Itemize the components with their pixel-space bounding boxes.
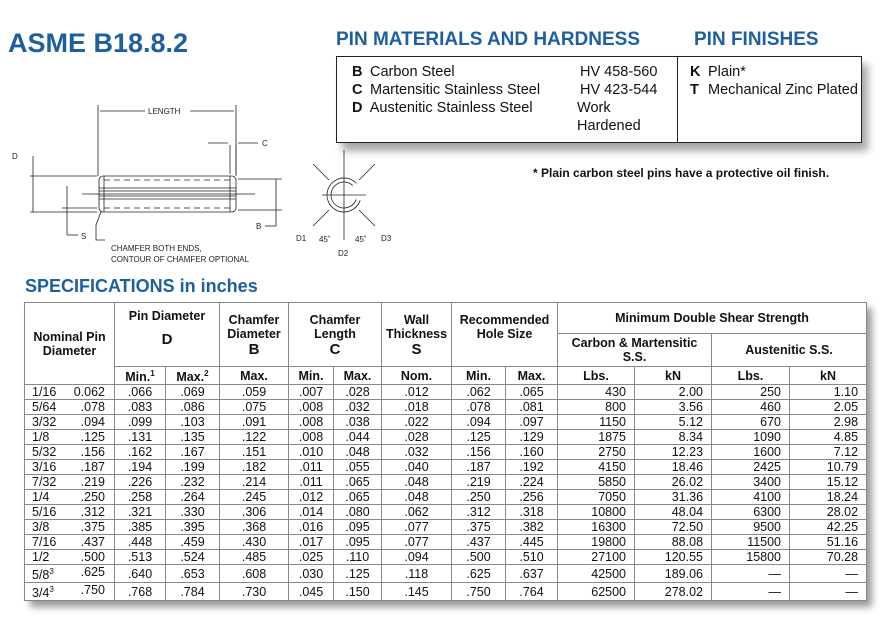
- table-cell: 9500: [712, 520, 790, 535]
- table-cell: .730: [220, 583, 289, 601]
- nominal-cell: [25, 415, 115, 430]
- header-kn: kN: [635, 367, 712, 385]
- header-label: Min.: [125, 370, 151, 385]
- table-cell: .069: [166, 385, 220, 400]
- table-cell: .062: [452, 385, 506, 400]
- header-lbs: Lbs.: [712, 367, 790, 385]
- finish-name: Mechanical Zinc Plated: [708, 82, 858, 98]
- table-cell: 12.23: [635, 445, 712, 460]
- nominal-cell: [25, 430, 115, 445]
- table-cell: 16300: [558, 520, 635, 535]
- header-min: Min.: [452, 367, 506, 385]
- nominal-decimal: .500: [80, 550, 105, 565]
- table-cell: 6300: [712, 505, 790, 520]
- table-cell: 1150: [558, 415, 635, 430]
- nominal-fraction: 3/16: [32, 460, 57, 475]
- table-cell: .048: [334, 445, 382, 460]
- header-min: [115, 367, 166, 385]
- header-austenitic: Austenitic S.S.: [712, 334, 867, 367]
- nominal-cell: [25, 583, 115, 601]
- nominal-fraction: 3/32: [32, 415, 57, 430]
- table-cell: 48.04: [635, 505, 712, 520]
- table-row: [25, 415, 867, 430]
- table-cell: 5.12: [635, 415, 712, 430]
- table-cell: .637: [506, 565, 558, 583]
- table-cell: .030: [289, 565, 334, 583]
- table-cell: 670: [712, 415, 790, 430]
- table-cell: 460: [712, 400, 790, 415]
- finish-code: K: [690, 64, 701, 80]
- table-cell: 15800: [712, 550, 790, 565]
- header-nominal: Nominal Pin Diameter: [25, 303, 115, 385]
- table-row: [25, 445, 867, 460]
- header-max: Max.: [506, 367, 558, 385]
- table-row: [25, 400, 867, 415]
- table-cell: 5850: [558, 475, 635, 490]
- nominal-cell: [25, 385, 115, 400]
- header-label: Max.: [176, 370, 205, 385]
- finish-item: [690, 81, 858, 99]
- table-cell: .028: [382, 430, 452, 445]
- table-cell: 19800: [558, 535, 635, 550]
- table-cell: .437: [452, 535, 506, 550]
- table-cell: .625: [452, 565, 506, 583]
- finish-note: * Plain carbon steel pins have a protective oil finish.: [533, 166, 830, 180]
- table-cell: .375: [452, 520, 506, 535]
- table-cell: .784: [166, 583, 220, 601]
- table-cell: .011: [289, 475, 334, 490]
- table-cell: .653: [166, 565, 220, 583]
- table-cell: 42.25: [790, 520, 867, 535]
- table-cell: .318: [506, 505, 558, 520]
- nominal-cell: [25, 475, 115, 490]
- nominal-decimal: .156: [80, 445, 105, 460]
- footnote-ref: 1: [150, 369, 155, 378]
- table-row: [25, 550, 867, 565]
- table-cell: .099: [115, 415, 166, 430]
- nominal-cell: [25, 535, 115, 550]
- table-row: [25, 565, 867, 583]
- nominal-fraction: 1/2: [32, 550, 50, 565]
- table-cell: .750: [452, 583, 506, 601]
- table-cell: 800: [558, 400, 635, 415]
- table-cell: .395: [166, 520, 220, 535]
- table-cell: .032: [382, 445, 452, 460]
- table-cell: .008: [289, 400, 334, 415]
- angle-label: 45˚: [319, 235, 331, 244]
- table-cell: 72.50: [635, 520, 712, 535]
- nominal-fraction: 5/8: [32, 568, 50, 583]
- nominal-decimal: .750: [80, 583, 105, 598]
- table-cell: .306: [220, 505, 289, 520]
- chamfer-note-1: CHAMFER BOTH ENDS,: [111, 244, 202, 253]
- d1-label: D1: [296, 234, 307, 243]
- header-chamfer-diameter: [220, 303, 289, 367]
- table-cell: 88.08: [635, 535, 712, 550]
- header-label: Wall Thickness: [385, 312, 448, 341]
- table-cell: .256: [506, 490, 558, 505]
- chamfer-note-2: CONTOUR OF CHAMFER OPTIONAL: [111, 255, 250, 264]
- table-cell: 189.06: [635, 565, 712, 583]
- table-cell: .258: [115, 490, 166, 505]
- table-cell: .187: [452, 460, 506, 475]
- table-cell: 1875: [558, 430, 635, 445]
- table-cell: .214: [220, 475, 289, 490]
- table-cell: .382: [506, 520, 558, 535]
- table-cell: .135: [166, 430, 220, 445]
- table-cell: .167: [166, 445, 220, 460]
- table-cell: .065: [334, 490, 382, 505]
- material-code: B: [352, 64, 363, 80]
- table-cell: .097: [506, 415, 558, 430]
- table-cell: .145: [382, 583, 452, 601]
- nominal-fraction: 1/4: [32, 490, 50, 505]
- table-cell: .091: [220, 415, 289, 430]
- nominal-cell: [25, 505, 115, 520]
- material-name: Carbon Steel: [370, 64, 455, 80]
- nominal-decimal: .125: [80, 430, 105, 445]
- table-cell: .012: [382, 385, 452, 400]
- table-cell: 1090: [712, 430, 790, 445]
- length-label: LENGTH: [148, 107, 181, 116]
- nominal-cell: [25, 400, 115, 415]
- table-cell: 18.46: [635, 460, 712, 475]
- header-chamfer-length: [289, 303, 382, 367]
- table-cell: 15.12: [790, 475, 867, 490]
- material-name: Austenitic Stainless Steel: [369, 100, 533, 116]
- table-cell: .125: [452, 430, 506, 445]
- material-hardness: HV 458-560: [580, 64, 658, 80]
- table-cell: 4150: [558, 460, 635, 475]
- header-min: Min.: [289, 367, 334, 385]
- table-cell: .199: [166, 460, 220, 475]
- nominal-decimal: .078: [80, 400, 105, 415]
- header-symbol: S: [411, 340, 422, 358]
- table-cell: .086: [166, 400, 220, 415]
- table-cell: .764: [506, 583, 558, 601]
- table-cell: 4100: [712, 490, 790, 505]
- header-wall-thickness: [382, 303, 452, 367]
- table-cell: .095: [334, 535, 382, 550]
- table-cell: 7.12: [790, 445, 867, 460]
- material-code: D: [352, 100, 363, 116]
- header-max: Max.: [334, 367, 382, 385]
- table-cell: 3400: [712, 475, 790, 490]
- table-cell: .524: [166, 550, 220, 565]
- c-label: C: [262, 139, 268, 148]
- table-cell: .022: [382, 415, 452, 430]
- footnote-ref: 3: [49, 585, 54, 595]
- table-cell: .385: [115, 520, 166, 535]
- header-max: Max.: [220, 367, 289, 385]
- finish-name: Plain*: [708, 64, 746, 80]
- table-cell: .017: [289, 535, 334, 550]
- table-cell: .083: [115, 400, 166, 415]
- table-cell: .065: [506, 385, 558, 400]
- table-row: [25, 460, 867, 475]
- table-cell: .040: [382, 460, 452, 475]
- table-cell: .055: [334, 460, 382, 475]
- table-row: [25, 475, 867, 490]
- table-cell: .025: [289, 550, 334, 565]
- table-cell: 278.02: [635, 583, 712, 601]
- header-label: Chamfer Diameter: [227, 312, 281, 341]
- table-cell: .768: [115, 583, 166, 601]
- finishes-list: [678, 57, 858, 142]
- table-cell: .226: [115, 475, 166, 490]
- table-cell: —: [790, 565, 867, 583]
- specifications-title: SPECIFICATIONS in inches: [25, 276, 258, 296]
- table-cell: .250: [452, 490, 506, 505]
- material-item: [352, 63, 677, 81]
- table-cell: .224: [506, 475, 558, 490]
- nominal-cell: [25, 445, 115, 460]
- nominal-fraction: 3/4: [32, 586, 50, 601]
- header-nom: Nom.: [382, 367, 452, 385]
- footnote-ref: 3: [49, 567, 54, 577]
- table-cell: .044: [334, 430, 382, 445]
- finish-code: T: [690, 82, 699, 98]
- table-cell: 2425: [712, 460, 790, 475]
- table-cell: .062: [382, 505, 452, 520]
- table-row: [25, 490, 867, 505]
- table-cell: .081: [506, 400, 558, 415]
- table-cell: .445: [506, 535, 558, 550]
- nominal-decimal: 0.062: [73, 385, 105, 400]
- table-cell: .011: [289, 460, 334, 475]
- table-cell: .007: [289, 385, 334, 400]
- table-cell: .110: [334, 550, 382, 565]
- header-hole-size: Recommended Hole Size: [452, 303, 558, 367]
- footnote-ref: 2: [204, 369, 209, 378]
- table-cell: .156: [452, 445, 506, 460]
- table-cell: .485: [220, 550, 289, 565]
- table-cell: —: [712, 565, 790, 583]
- table-cell: 1600: [712, 445, 790, 460]
- finish-item: [690, 63, 858, 81]
- nominal-fraction: 5/64: [32, 400, 57, 415]
- table-cell: 42500: [558, 565, 635, 583]
- table-row: [25, 520, 867, 535]
- table-cell: 70.28: [790, 550, 867, 565]
- nominal-fraction: 1/8: [32, 430, 50, 445]
- table-cell: .014: [289, 505, 334, 520]
- table-cell: 8.34: [635, 430, 712, 445]
- b-label: B: [256, 222, 262, 231]
- table-cell: .048: [382, 475, 452, 490]
- table-cell: .078: [452, 400, 506, 415]
- header-shear-strength: Minimum Double Shear Strength: [558, 303, 867, 334]
- header-lbs: Lbs.: [558, 367, 635, 385]
- nominal-fraction: 7/32: [32, 475, 57, 490]
- table-cell: .162: [115, 445, 166, 460]
- table-cell: 2.05: [790, 400, 867, 415]
- table-cell: 120.55: [635, 550, 712, 565]
- table-cell: 11500: [712, 535, 790, 550]
- material-hardness: Work Hardened: [577, 100, 641, 134]
- table-cell: 18.24: [790, 490, 867, 505]
- nominal-cell: [25, 460, 115, 475]
- specifications-table-wrap: [24, 302, 866, 601]
- nominal-fraction: 7/16: [32, 535, 57, 550]
- table-cell: .094: [382, 550, 452, 565]
- table-cell: 250: [712, 385, 790, 400]
- materials-title: PIN MATERIALS AND HARDNESS: [336, 29, 641, 50]
- table-cell: .513: [115, 550, 166, 565]
- table-row: [25, 385, 867, 400]
- d3-label: D3: [381, 234, 392, 243]
- table-cell: 1.10: [790, 385, 867, 400]
- table-cell: .608: [220, 565, 289, 583]
- table-cell: .008: [289, 415, 334, 430]
- nominal-fraction: 1/16: [32, 385, 57, 400]
- d2-label: D2: [338, 249, 349, 258]
- table-cell: .151: [220, 445, 289, 460]
- nominal-decimal: .375: [80, 520, 105, 535]
- table-cell: .500: [452, 550, 506, 565]
- table-cell: 2.98: [790, 415, 867, 430]
- table-cell: 3.56: [635, 400, 712, 415]
- table-cell: .448: [115, 535, 166, 550]
- header-symbol: B: [248, 340, 260, 358]
- table-cell: .008: [289, 430, 334, 445]
- nominal-decimal: .187: [80, 460, 105, 475]
- table-cell: 27100: [558, 550, 635, 565]
- table-cell: .080: [334, 505, 382, 520]
- table-cell: .192: [506, 460, 558, 475]
- material-code: C: [352, 82, 363, 98]
- table-cell: 62500: [558, 583, 635, 601]
- table-cell: .077: [382, 520, 452, 535]
- material-hardness: HV 423-544: [580, 82, 658, 98]
- table-cell: .059: [220, 385, 289, 400]
- table-cell: .245: [220, 490, 289, 505]
- specifications-table: [24, 302, 867, 601]
- finishes-title: PIN FINISHES: [694, 29, 819, 50]
- table-cell: .122: [220, 430, 289, 445]
- table-cell: .010: [289, 445, 334, 460]
- table-cell: .045: [289, 583, 334, 601]
- table-cell: .048: [382, 490, 452, 505]
- table-cell: 4.85: [790, 430, 867, 445]
- table-cell: .330: [166, 505, 220, 520]
- table-cell: .103: [166, 415, 220, 430]
- table-row: [25, 583, 867, 601]
- table-cell: .032: [334, 400, 382, 415]
- angle-label: 45˚: [355, 235, 367, 244]
- table-cell: .219: [452, 475, 506, 490]
- table-cell: 28.02: [790, 505, 867, 520]
- nominal-fraction: 5/16: [32, 505, 57, 520]
- table-cell: —: [790, 583, 867, 601]
- table-row: [25, 430, 867, 445]
- table-cell: .459: [166, 535, 220, 550]
- nominal-cell: [25, 520, 115, 535]
- nominal-cell: [25, 565, 115, 583]
- table-cell: .430: [220, 535, 289, 550]
- table-cell: .368: [220, 520, 289, 535]
- nominal-decimal: .219: [80, 475, 105, 490]
- table-cell: .118: [382, 565, 452, 583]
- table-cell: .640: [115, 565, 166, 583]
- table-cell: 51.16: [790, 535, 867, 550]
- header-kn: kN: [790, 367, 867, 385]
- table-cell: 430: [558, 385, 635, 400]
- table-cell: .232: [166, 475, 220, 490]
- nominal-decimal: .312: [80, 505, 105, 520]
- table-row: [25, 505, 867, 520]
- header-label: Chamfer Length: [309, 312, 361, 341]
- table-cell: .150: [334, 583, 382, 601]
- table-cell: .028: [334, 385, 382, 400]
- header-symbol: D: [161, 331, 173, 348]
- page-title: ASME B18.8.2: [8, 28, 189, 58]
- table-cell: .038: [334, 415, 382, 430]
- table-cell: .131: [115, 430, 166, 445]
- table-cell: .125: [334, 565, 382, 583]
- header-pin-diameter-label: Pin Diameter: [128, 309, 206, 323]
- table-cell: .075: [220, 400, 289, 415]
- nominal-fraction: 3/8: [32, 520, 50, 535]
- table-cell: .510: [506, 550, 558, 565]
- nominal-decimal: .094: [80, 415, 105, 430]
- table-cell: .095: [334, 520, 382, 535]
- header-symbol: C: [329, 340, 341, 358]
- table-cell: .016: [289, 520, 334, 535]
- material-name: Martensitic Stainless Steel: [370, 82, 541, 98]
- table-cell: 31.36: [635, 490, 712, 505]
- table-cell: .182: [220, 460, 289, 475]
- table-cell: 26.02: [635, 475, 712, 490]
- table-cell: .077: [382, 535, 452, 550]
- table-cell: 2750: [558, 445, 635, 460]
- header-pin-diameter: [115, 303, 220, 367]
- table-cell: .129: [506, 430, 558, 445]
- nominal-cell: [25, 490, 115, 505]
- table-cell: .066: [115, 385, 166, 400]
- table-cell: .012: [289, 490, 334, 505]
- table-cell: 10800: [558, 505, 635, 520]
- table-cell: .065: [334, 475, 382, 490]
- table-cell: .160: [506, 445, 558, 460]
- pin-drawing: [30, 105, 375, 240]
- table-cell: 2.00: [635, 385, 712, 400]
- table-cell: 7050: [558, 490, 635, 505]
- table-cell: 10.79: [790, 460, 867, 475]
- table-cell: .321: [115, 505, 166, 520]
- table-cell: .018: [382, 400, 452, 415]
- pin-diagram: [0, 90, 420, 270]
- nominal-decimal: .625: [80, 565, 105, 580]
- header-max: [166, 367, 220, 385]
- table-cell: .264: [166, 490, 220, 505]
- nominal-decimal: .437: [80, 535, 105, 550]
- d-label: D: [12, 152, 18, 161]
- table-cell: .094: [452, 415, 506, 430]
- header-carbon: Carbon & Martensitic S.S.: [558, 334, 712, 367]
- nominal-decimal: .250: [80, 490, 105, 505]
- table-row: [25, 535, 867, 550]
- s-label: S: [81, 232, 87, 241]
- table-cell: .312: [452, 505, 506, 520]
- table-cell: .194: [115, 460, 166, 475]
- nominal-fraction: 5/32: [32, 445, 57, 460]
- nominal-cell: [25, 550, 115, 565]
- table-cell: —: [712, 583, 790, 601]
